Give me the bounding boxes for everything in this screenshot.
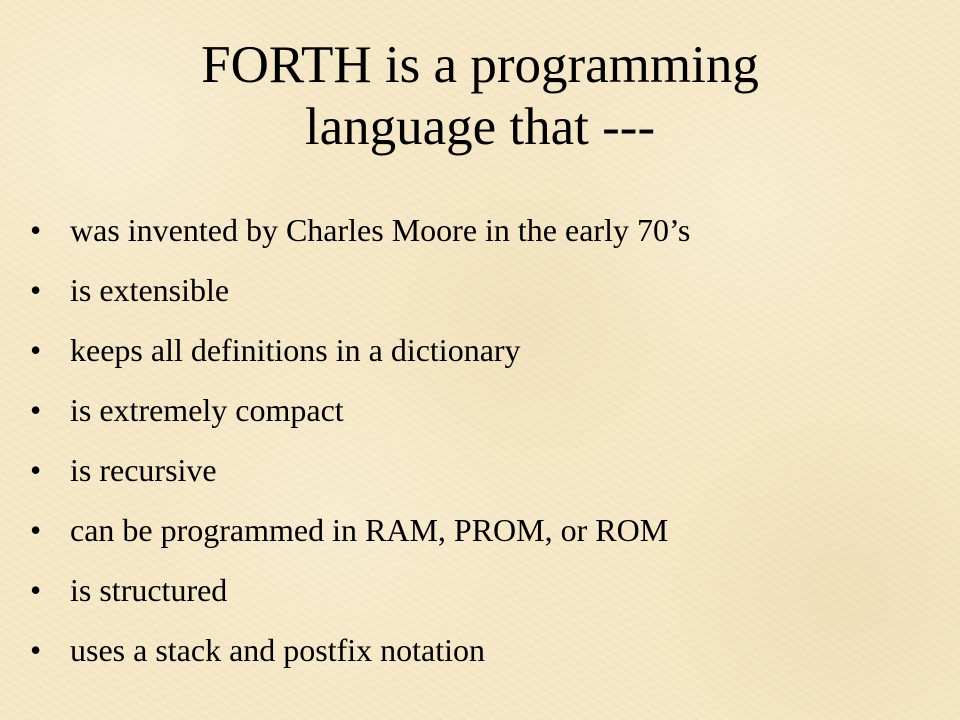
bullet-icon: • [30, 332, 42, 368]
bullet-icon: • [30, 632, 42, 668]
bullet-icon: • [30, 572, 42, 608]
bullet-text: is extremely compact [70, 392, 344, 428]
slide-title-line-2: language that --- [304, 98, 656, 156]
bullet-icon: • [30, 212, 42, 248]
bullet-icon: • [30, 452, 42, 488]
bullet-text: keeps all definitions in a dictionary [70, 332, 521, 368]
slide-title-line-1: FORTH is a programming [201, 36, 759, 94]
bullet-text: is recursive [70, 452, 217, 488]
bullet-text: uses a stack and postfix notation [70, 632, 486, 668]
bullet-text: is extensible [70, 272, 230, 308]
slide-title [0, 34, 960, 158]
bullet-text: can be programmed in RAM, PROM, or ROM [70, 512, 669, 548]
bullet-icon: • [30, 272, 42, 308]
bullet-icon: • [30, 392, 42, 428]
bullet-text: is structured [70, 572, 228, 608]
bullet-icon: • [30, 512, 42, 548]
bullet-text: was invented by Charles Moore in the early 70’s [70, 212, 691, 248]
